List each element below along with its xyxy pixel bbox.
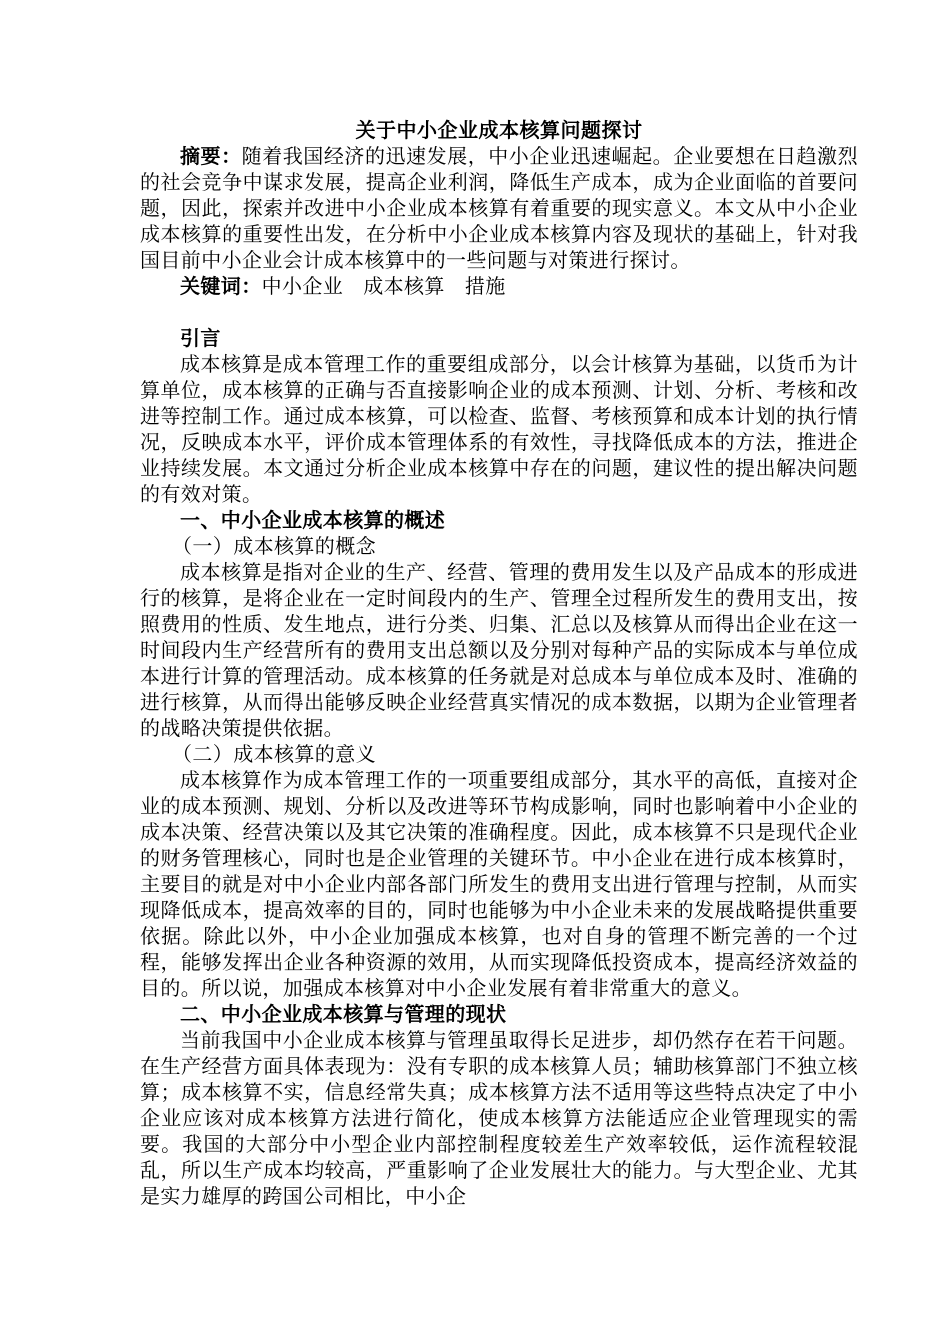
abstract-paragraph [140,143,858,273]
section-1-2-paragraph: 成本核算作为成本管理工作的一项重要组成部分，其水平的高低，直接对企业的成本预测、规划、分析以及改进等环节构成影响，同时也影响着中小企业的成本决策、经营决策以及其它决策的准确程度。因此，成本核算不只是现代企业的财务管理核心，同时也是企业管理的关键环节。中小企业在进行成本核算时，主要目的就是对中小企业内部各部门所发生的费用支出进行管理与控制，从而实现降低成本，提高效率的目的，同时也能够为中小企业未来的发展战略提供重要依据。除此以外，中小企业加强成本核算，也对自身的管理不断完善的一个过程，能够发挥出企业各种资源的效用，从而实现降低投资成本，提高经济效益的目的。所以说，加强成本核算对中小企业发展有着非常重大的意义。 [140,768,858,1000]
keyword-item: 措施 [464,274,506,298]
section-1-1-heading: （一）成本核算的概念 [172,534,376,558]
abstract-label: 摘要： [180,144,242,168]
section-1-1-paragraph: 成本核算是指对企业的生产、经营、管理的费用发生以及产品成本的形成进行的核算，是将企业在一定时间段内的生产、管理全过程所发生的费用支出，按照费用的性质、发生地点，进行分类、归集、汇总以及核算从而得出企业在这一时间段内生产经营所有的费用支出总额以及分别对每种产品的实际成本与单位成本进行计算的管理活动。成本核算的任务就是对总成本与单位成本及时、准确的进行核算，从而得出能够反映企业经营真实情况的成本数据，以期为企业管理者的战略决策提供依据。 [140,560,858,740]
intro-paragraph: 成本核算是成本管理工作的重要组成部分，以会计核算为基础，以货币为计算单位，成本核算的正确与否直接影响企业的成本预测、计划、分析、考核和改进等控制工作。通过成本核算，可以检查、监督、考核预算和成本计划的执行情况，反映成本水平，评价成本管理体系的有效性，寻找降低成本的方法，推进企业持续发展。本文通过分析企业成本核算中存在的问题，建议性的提出解决问题的有效对策。 [140,352,858,506]
document-title: 关于中小企业成本核算问题探讨 [355,118,643,142]
intro-heading: 引言 [180,326,221,350]
keywords-label: 关键词： [180,274,262,298]
document-page [140,117,858,1209]
abstract-text: 随着我国经济的迅速发展，中小企业迅速崛起。企业要想在日趋激烈的社会竞争中谋求发展，提高企业利润，降低生产成本，成为企业面临的首要问题，因此，探索并改进中小企业成本核算有着重要的现实意义。本文从中小企业成本核算的重要性出发，在分析中小企业成本核算内容及现状的基础上，针对我国目前中小企业会计成本核算中的一些问题与对策进行探讨。 [140,144,859,272]
keyword-item: 成本核算 [363,274,445,298]
section-1-heading: 一、中小企业成本核算的概述 [180,508,446,532]
section-2-paragraph: 当前我国中小企业成本核算与管理虽取得长足进步，却仍然存在若干问题。在生产经营方面具体表现为：没有专职的成本核算人员；辅助核算部门不独立核算；成本核算不实，信息经常失真；成本核算方法不适用等这些特点决定了中小企业应该对成本核算方法进行简化，使成本核算方法能适应企业管理现实的需要。我国的大部分中小型企业内部控制程度较差生产效率较低，运作流程较混乱，所以生产成本均较高，严重影响了企业发展壮大的能力。与大型企业、尤其是实力雄厚的跨国公司相比，中小企 [140,1028,858,1208]
blank-line [140,299,858,325]
keywords-line [140,273,858,299]
keyword-item: 中小企业 [261,274,344,298]
section-1-2-heading: （二）成本核算的意义 [172,742,376,766]
section-2-heading: 二、中小企业成本核算与管理的现状 [180,1002,507,1026]
